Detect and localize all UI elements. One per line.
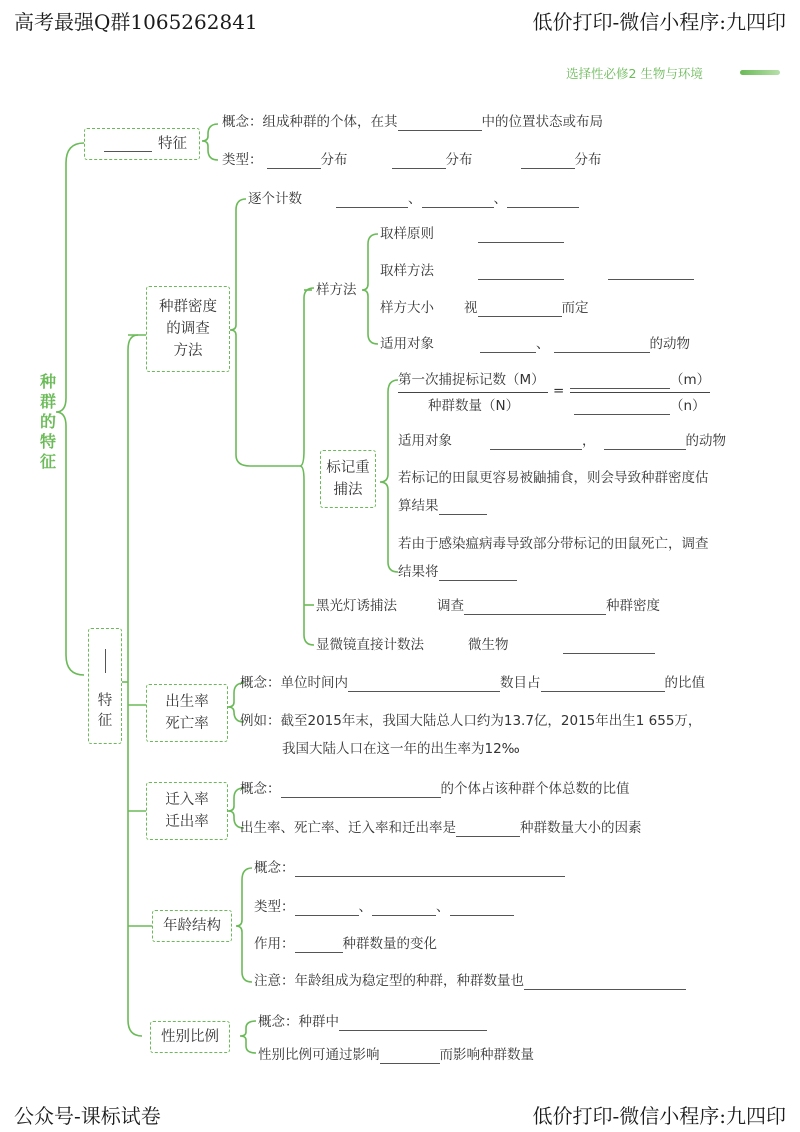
blank[interactable] bbox=[336, 193, 408, 208]
line2-post: 而影响种群数量 bbox=[439, 1047, 534, 1063]
blank[interactable] bbox=[392, 154, 446, 169]
sex-concept bbox=[258, 1013, 487, 1031]
blank[interactable] bbox=[348, 677, 500, 692]
type-label: 类型： bbox=[222, 152, 263, 168]
role-post: 种群数量的变化 bbox=[342, 936, 437, 952]
concept-label: 概念： bbox=[240, 675, 281, 691]
concept-pre: 种群中 bbox=[298, 1014, 339, 1030]
note-text: 年龄组成为稳定型的种群，种群数量也 bbox=[294, 973, 524, 989]
target-label: 适用对象 bbox=[398, 433, 452, 449]
target-sep: 、 bbox=[536, 336, 550, 352]
blank[interactable] bbox=[490, 435, 582, 450]
book-tag: 选择性必修2 生物与环境 bbox=[566, 66, 703, 81]
concept-pre: 组成种群的个体，在其 bbox=[262, 114, 398, 130]
concept-label: 概念： bbox=[258, 1014, 299, 1030]
mark-numerator: 第一次捕捉标记数（M） bbox=[398, 372, 545, 388]
branch1-concept bbox=[222, 113, 603, 131]
note-label: 注意： bbox=[254, 973, 295, 989]
mark-m-row bbox=[570, 371, 710, 389]
migration-box-line-2: 迁出率 bbox=[165, 814, 209, 830]
mark-n-row bbox=[574, 397, 706, 415]
blank[interactable] bbox=[456, 822, 520, 837]
blank[interactable] bbox=[267, 154, 321, 169]
mark-box bbox=[320, 450, 376, 508]
method-label: 取样方法 bbox=[380, 263, 434, 279]
fraction-bar-left bbox=[398, 392, 548, 393]
blank[interactable] bbox=[104, 137, 152, 152]
concept-post: 的个体占该种群个体总数的比值 bbox=[440, 781, 630, 797]
blank[interactable] bbox=[295, 938, 343, 953]
mark-box-line-2: 捕法 bbox=[333, 482, 363, 498]
mark-target bbox=[398, 432, 726, 450]
size-label: 样方大小 bbox=[380, 300, 434, 316]
blank[interactable] bbox=[608, 265, 694, 280]
example-label: 例如： bbox=[240, 713, 281, 729]
mark-n: （n） bbox=[670, 398, 706, 414]
line2-pre: 性别比例可通过影响 bbox=[258, 1047, 380, 1063]
birth-box-line-2: 死亡率 bbox=[165, 716, 209, 732]
quadrat-label: 样方法 bbox=[316, 282, 357, 298]
birth-example-2: 我国大陆人口在这一年的出生率为12‰ bbox=[282, 741, 520, 757]
note1-text: 算结果 bbox=[398, 498, 439, 514]
blank[interactable] bbox=[464, 600, 606, 615]
density-box-line-2: 的调查 bbox=[166, 321, 210, 337]
branch2-feature-box bbox=[88, 628, 122, 744]
blank[interactable] bbox=[478, 228, 564, 243]
blank[interactable] bbox=[295, 901, 359, 916]
light-pre: 调查 bbox=[437, 598, 464, 614]
density-box-line-1: 种群密度 bbox=[159, 299, 217, 315]
type-suffix-3: 分布 bbox=[574, 152, 602, 168]
quadrat-target bbox=[380, 335, 690, 353]
type-sep-2: 、 bbox=[436, 899, 450, 915]
micro-label: 显微镜直接计数法 bbox=[316, 637, 424, 653]
light-trap-row bbox=[316, 597, 660, 615]
footer-left-text: 公众号-课标试卷 bbox=[14, 1104, 161, 1128]
blank[interactable] bbox=[574, 400, 670, 415]
branch2-box-label: 特征 bbox=[97, 693, 113, 729]
migration-line2 bbox=[240, 819, 642, 837]
target-post: 的动物 bbox=[649, 336, 690, 352]
type-suffix-1: 分布 bbox=[320, 152, 348, 168]
blank[interactable] bbox=[105, 649, 106, 673]
mark-note2-line2 bbox=[398, 563, 517, 581]
root-title: 种群的特征 bbox=[39, 372, 56, 471]
mark-note2-line1: 若由于感染瘟病毒导致部分带标记的田鼠死亡，调查 bbox=[398, 536, 709, 552]
mark-note1-line1: 若标记的田鼠更容易被鼬捕食，则会导致种群密度估 bbox=[398, 470, 709, 486]
blank[interactable] bbox=[339, 1016, 487, 1031]
migration-box bbox=[146, 782, 228, 840]
target-post: 的动物 bbox=[685, 433, 726, 449]
birth-example-1 bbox=[240, 712, 701, 730]
sex-line2 bbox=[258, 1046, 534, 1064]
branch1-feature-box bbox=[84, 128, 200, 160]
sex-box: 性别比例 bbox=[150, 1021, 230, 1053]
fraction-bar-right bbox=[570, 392, 710, 393]
count-sep-1: 、 bbox=[408, 191, 422, 207]
mark-denominator: 种群数量（N） bbox=[428, 398, 520, 414]
header-right-text: 低价打印-微信小程序:九四印 bbox=[532, 10, 786, 34]
concept-label: 概念： bbox=[240, 781, 281, 797]
density-box-line-3: 方法 bbox=[173, 343, 203, 359]
blank[interactable] bbox=[439, 566, 517, 581]
age-box: 年龄结构 bbox=[152, 910, 232, 942]
quadrat-principle bbox=[380, 225, 564, 243]
blank[interactable] bbox=[422, 193, 494, 208]
branch1-types bbox=[222, 151, 602, 169]
line2-post: 种群数量大小的因素 bbox=[520, 820, 642, 836]
header-left-text: 高考最强Q群1065262841 bbox=[14, 10, 258, 34]
principle-label: 取样原则 bbox=[380, 226, 434, 242]
blank[interactable] bbox=[541, 677, 665, 692]
blank[interactable] bbox=[521, 154, 575, 169]
age-role bbox=[254, 935, 437, 953]
birth-concept bbox=[240, 674, 705, 692]
count-row bbox=[248, 190, 579, 208]
light-post: 种群密度 bbox=[606, 598, 660, 614]
concept-pre: 单位时间内 bbox=[280, 675, 348, 691]
mark-note1-line2 bbox=[398, 497, 487, 515]
line2-pre: 出生率、死亡率、迁入率和迁出率是 bbox=[240, 820, 456, 836]
concept-post: 的比值 bbox=[664, 675, 705, 691]
quadrat-method bbox=[380, 262, 694, 280]
mark-box-line-1: 标记重 bbox=[326, 460, 370, 476]
age-types bbox=[254, 898, 514, 916]
micro-pre: 微生物 bbox=[468, 637, 509, 653]
blank[interactable] bbox=[480, 338, 536, 353]
target-label: 适用对象 bbox=[380, 336, 434, 352]
migration-concept bbox=[240, 780, 630, 798]
role-label: 作用： bbox=[254, 936, 295, 952]
type-suffix-2: 分布 bbox=[445, 152, 473, 168]
age-concept bbox=[254, 859, 565, 877]
blank[interactable] bbox=[295, 862, 565, 877]
blank[interactable] bbox=[478, 265, 564, 280]
age-note bbox=[254, 972, 686, 990]
density-box bbox=[146, 286, 230, 372]
size-pre: 视 bbox=[464, 300, 478, 316]
blank[interactable] bbox=[507, 193, 579, 208]
blank[interactable] bbox=[563, 639, 655, 654]
blank[interactable] bbox=[450, 901, 514, 916]
concept-mid: 数目占 bbox=[500, 675, 541, 691]
blank[interactable] bbox=[604, 435, 686, 450]
count-sep-2: 、 bbox=[493, 191, 507, 207]
concept-post: 中的位置状态或布局 bbox=[481, 114, 603, 130]
note2-text: 结果将 bbox=[398, 564, 439, 580]
concept-label: 概念： bbox=[254, 860, 295, 876]
birth-box-line-1: 出生率 bbox=[165, 694, 209, 710]
mark-equals: = bbox=[553, 383, 565, 399]
blank[interactable] bbox=[554, 338, 650, 353]
quadrat-size bbox=[380, 299, 589, 317]
mark-m: （m） bbox=[670, 372, 711, 388]
target-sep: ， bbox=[582, 433, 596, 449]
count-label: 逐个计数 bbox=[248, 191, 302, 207]
branch1-box-label: 特征 bbox=[158, 136, 187, 152]
concept-label: 概念： bbox=[222, 114, 263, 130]
migration-box-line-1: 迁入率 bbox=[165, 792, 209, 808]
blank[interactable] bbox=[524, 975, 686, 990]
blank[interactable] bbox=[380, 1049, 440, 1064]
blank[interactable] bbox=[398, 116, 482, 131]
example-line-1: 截至2015年末，我国大陆总人口约为13.7亿，2015年出生1 655万， bbox=[280, 713, 702, 729]
type-sep-1: 、 bbox=[358, 899, 372, 915]
footer-right-text: 低价打印-微信小程序:九四印 bbox=[532, 1104, 786, 1128]
size-post: 而定 bbox=[561, 300, 589, 316]
blank[interactable] bbox=[439, 500, 487, 515]
type-label: 类型： bbox=[254, 899, 295, 915]
microscope-row bbox=[316, 636, 655, 654]
blank[interactable] bbox=[570, 374, 670, 389]
blank[interactable] bbox=[372, 901, 436, 916]
blank[interactable] bbox=[478, 302, 562, 317]
birth-box bbox=[146, 684, 228, 742]
blank[interactable] bbox=[281, 783, 441, 798]
light-label: 黑光灯诱捕法 bbox=[316, 598, 397, 614]
